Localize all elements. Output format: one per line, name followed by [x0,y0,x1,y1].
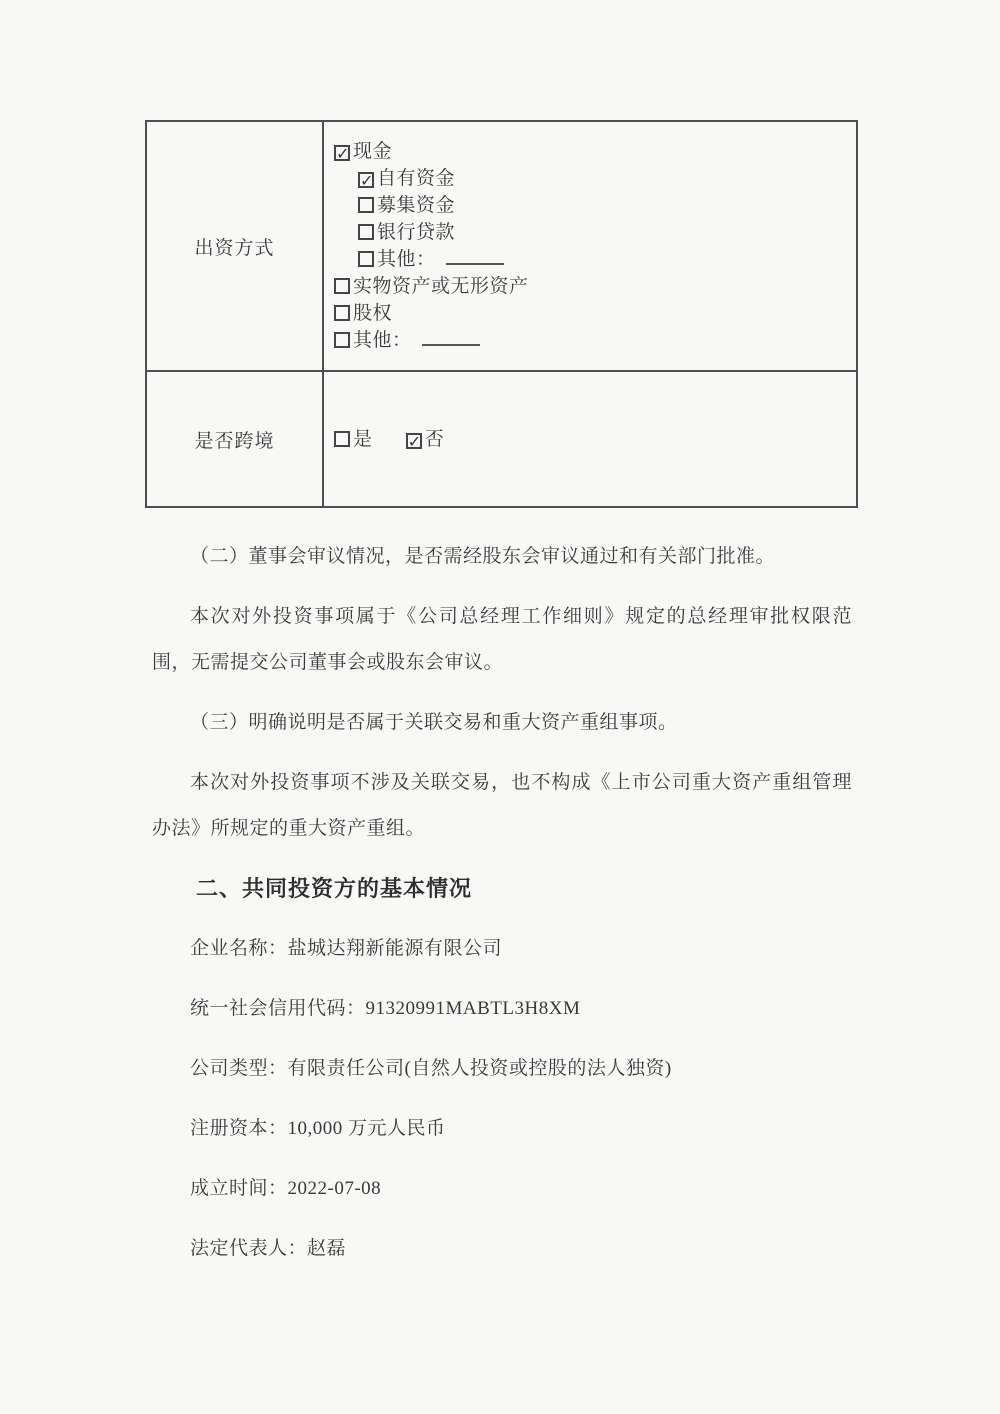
checkbox-bank-loan[interactable] [358,224,374,240]
section-heading: 二、共同投资方的基本情况 [196,876,473,901]
checkbox-other[interactable] [334,332,350,348]
option-cross-border-yes [334,426,373,453]
info-legal-representative: 法定代表人：赵磊 [190,1238,347,1259]
info-registered-capital: 注册资本：10,000 万元人民币 [190,1118,446,1139]
option-label: 银行贷款 [377,222,456,243]
row-label-cross-border: 是否跨境 [146,371,323,507]
option-label: 否 [424,428,445,450]
option-label: 是 [353,428,373,450]
option-label: 其他： [353,330,412,351]
info-establish-date: 成立时间：2022-07-08 [190,1178,382,1199]
contribution-options-cell [323,121,857,371]
paragraph-related-transaction-title: （三）明确说明是否属于关联交易和重大资产重组事项。 [190,712,678,733]
option-label: 其他： [377,249,436,270]
table-row-contribution-method [146,121,857,371]
option-bank-loan [358,219,846,246]
paragraph-board-review-title: （二）董事会审议情况，是否需经股东会审议通过和有关部门批准。 [190,546,776,567]
option-raised-funds [358,192,846,219]
option-cash [334,138,846,165]
investment-table [145,120,858,508]
paragraph-related-transaction-body: 本次对外投资事项不涉及关联交易，也不构成《上市公司重大资产重组管理办法》所规定的重大资产重组。 [152,772,852,839]
checkbox-own-funds[interactable]: ✓ [360,171,374,190]
row-label-contribution-method: 出资方式 [146,121,323,371]
table-row-cross-border [146,371,857,507]
cross-border-options-cell [323,371,857,507]
option-label: 现金 [353,141,393,162]
blank-line [422,330,480,346]
option-label: 自有资金 [377,168,456,189]
checkbox-cross-border-yes[interactable] [334,431,350,447]
info-company-name: 企业名称：盐城达翔新能源有限公司 [190,938,503,959]
option-equity [334,300,846,327]
option-own-funds [358,165,846,192]
checkbox-other-cash-source[interactable] [358,251,374,267]
option-cross-border-no [406,426,445,453]
option-label: 实物资产或无形资产 [353,276,529,297]
option-physical-assets [334,273,846,300]
option-label: 股权 [353,303,393,324]
blank-line [446,249,504,265]
checkbox-equity[interactable] [334,305,350,321]
document-body [152,534,852,1272]
paragraph-board-review-body: 本次对外投资事项属于《公司总经理工作细则》规定的总经理审批权限范围，无需提交公司董事会或股东会审议。 [152,606,852,673]
info-credit-code: 统一社会信用代码：91320991MABTL3H8XM [190,998,581,1019]
option-other [334,327,846,354]
option-other-cash-source [358,246,846,273]
checkbox-raised-funds[interactable] [358,197,374,213]
checkbox-cash[interactable]: ✓ [336,144,350,163]
checkbox-physical-assets[interactable] [334,278,350,294]
info-company-type: 公司类型：有限责任公司(自然人投资或控股的法人独资) [190,1058,672,1079]
option-label: 募集资金 [377,195,456,216]
checkbox-cross-border-no[interactable]: ✓ [407,431,422,451]
